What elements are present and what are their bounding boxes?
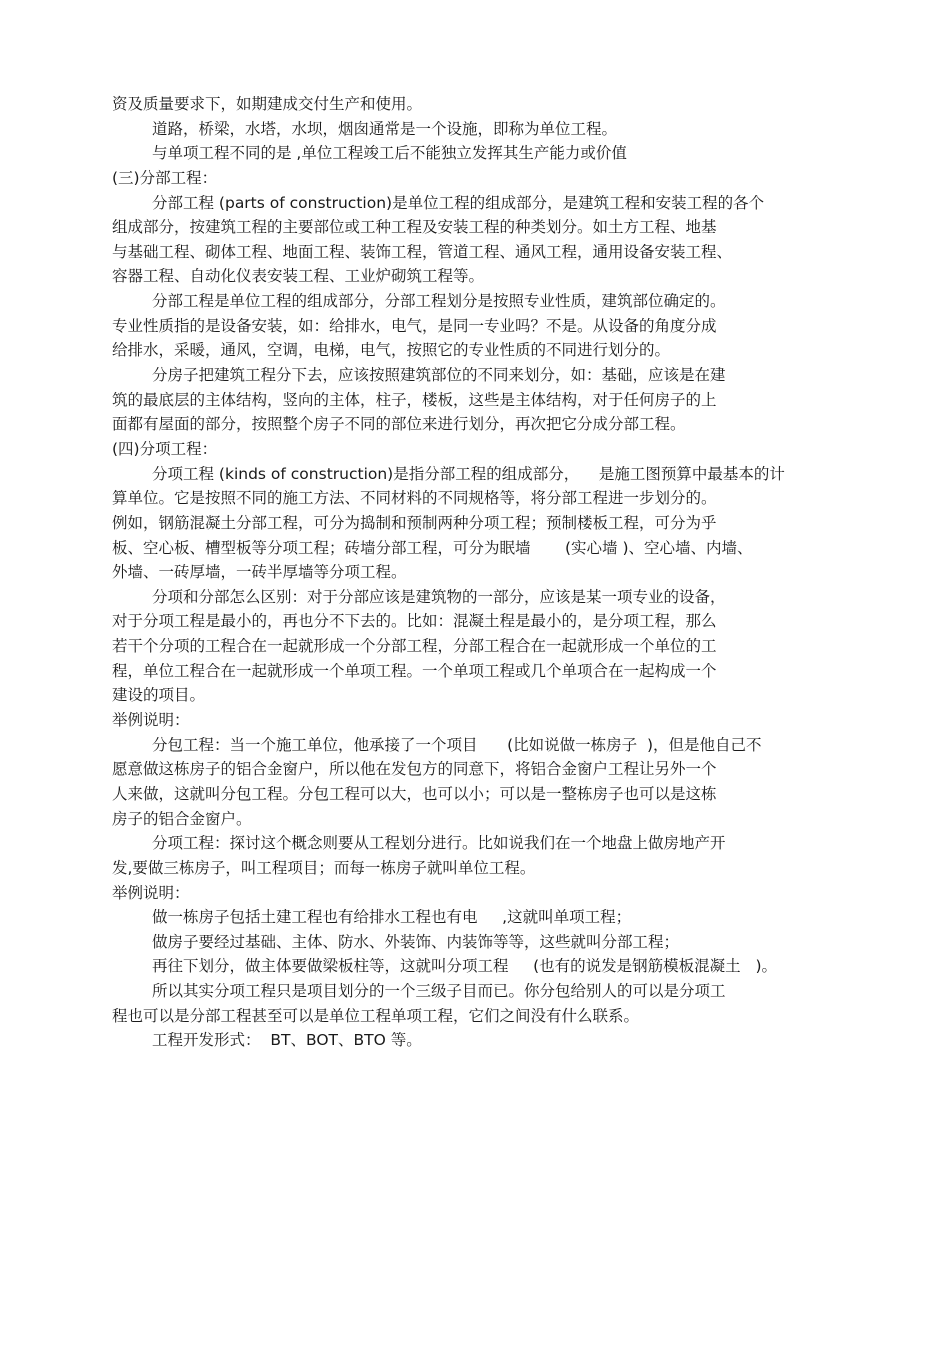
text-line: (三)分部工程：: [112, 168, 218, 187]
text-line: 例如，钢筋混凝土分部工程，可分为捣制和预制两种分项工程；预制楼板工程，可分为乎: [112, 513, 717, 532]
text-line: 再往下划分，做主体要做梁板柱等，这就叫分项工程 (也有的说发是钢筋模板混凝土 )。: [152, 957, 778, 976]
text-line: 工程开发形式： BT、BOT、BTO 等。: [152, 1031, 422, 1050]
text-line: 发,要做三栋房子，叫工程项目；而每一栋房子就叫单位工程。: [112, 858, 536, 877]
text-line: 做一栋房子包括土建工程也有给排水工程也有电 ,这就叫单项工程；: [152, 908, 632, 927]
text-line: 面都有屋面的部分，按照整个房子不同的部位来进行划分，再次把它分成分部工程。: [112, 415, 686, 434]
text-line: 资及质量要求下，如期建成交付生产和使用。: [112, 95, 423, 113]
text-line: 做房子要经过基础、主体、防水、外装饰、内装饰等等，这些就叫分部工程；: [152, 932, 680, 951]
text-line: 专业性质指的是设备安装，如：给排水，电气，是同一专业吗？不是。从设备的角度分成: [112, 316, 717, 335]
text-line: 人来做，这就叫分包工程。分包工程可以大，也可以小；可以是一整栋房子也可以是这栋: [112, 784, 717, 803]
text-line: 愿意做这栋房子的铝合金窗户，所以他在发包方的同意下，将铝合金窗户工程让另外一个: [112, 760, 717, 779]
text-line: 与基础工程、砌体工程、地面工程、装饰工程，管道工程、通风工程，通用设备安装工程、: [112, 242, 733, 261]
text-line: (四)分项工程：: [112, 439, 218, 458]
document-body: [112, 92, 872, 1053]
text-line: 程也可以是分部工程甚至可以是单位工程单项工程，它们之间没有什么联系。: [112, 1006, 640, 1025]
text-line: 容器工程、自动化仪表安装工程、工业炉砌筑工程等。: [112, 267, 485, 286]
text-line: 若干个分项的工程合在一起就形成一个分部工程，分部工程合在一起就形成一个单位的工: [112, 637, 717, 656]
text-line: 分项工程：探讨这个概念则要从工程划分进行。比如说我们在一个地盘上做房地产开: [152, 834, 726, 853]
text-line: 分项工程 (kinds of construction)是指分部工程的组成部分， 是施工图预算中最基本的计: [152, 464, 785, 483]
text-line: 外墙、一砖厚墙，一砖半厚墙等分项工程。: [112, 563, 407, 582]
text-line: 程，单位工程合在一起就形成一个单项工程。一个单项工程或几个单项合在一起构成一个: [112, 661, 717, 680]
text-line: 分项和分部怎么区别：对于分部应该是建筑物的一部分，应该是某一项专业的设备，: [152, 587, 726, 606]
text-line: 分包工程：当一个施工单位，他承接了一个项目 (比如说做一栋房子 )，但是他自己不: [152, 735, 762, 754]
text-line: 算单位。它是按照不同的施工方法、不同材料的不同规格等，将分部工程进一步划分的。: [112, 489, 717, 508]
text-line: 所以其实分项工程只是项目划分的一个三级子目而已。你分包给别人的可以是分项工: [152, 982, 726, 1001]
text-line: 房子的铝合金窗户。: [112, 809, 252, 828]
text-line: 与单项工程不同的是 ,单位工程竣工后不能独立发挥其生产能力或价值: [152, 144, 627, 163]
text-line: 分部工程 (parts of construction)是单位工程的组成部分，是建筑工程和安装工程的各个: [152, 193, 765, 212]
text-line: 板、空心板、槽型板等分项工程；砖墙分部工程，可分为眠墙 (实心墙 )、空心墙、内墙、: [112, 538, 753, 557]
text-line: 分房子把建筑工程分下去，应该按照建筑部位的不同来划分，如：基础，应该是在建: [152, 366, 726, 385]
text-line: 分部工程是单位工程的组成部分，分部工程划分是按照专业性质，建筑部位确定的。: [152, 292, 726, 311]
text-line: 举例说明：: [112, 883, 190, 902]
text-line: 对于分项工程是最小的，再也分不下去的。比如：混凝土程是最小的，是分项工程，那么: [112, 612, 717, 631]
text-line: 道路，桥梁，水塔，水坝，烟囱通常是一个设施，即称为单位工程。: [152, 119, 618, 138]
text-line: 建设的项目。: [112, 686, 206, 705]
text-line: 给排水，采暖，通风，空调，电梯，电气，按照它的专业性质的不同进行划分的。: [112, 341, 671, 360]
text-line: 组成部分，按建筑工程的主要部位或工种工程及安装工程的种类划分。如土方工程、地基: [112, 218, 717, 237]
text-line: 举例说明：: [112, 711, 190, 730]
text-line: 筑的最底层的主体结构，竖向的主体，柱子，楼板，这些是主体结构，对于任何房子的上: [112, 390, 717, 409]
